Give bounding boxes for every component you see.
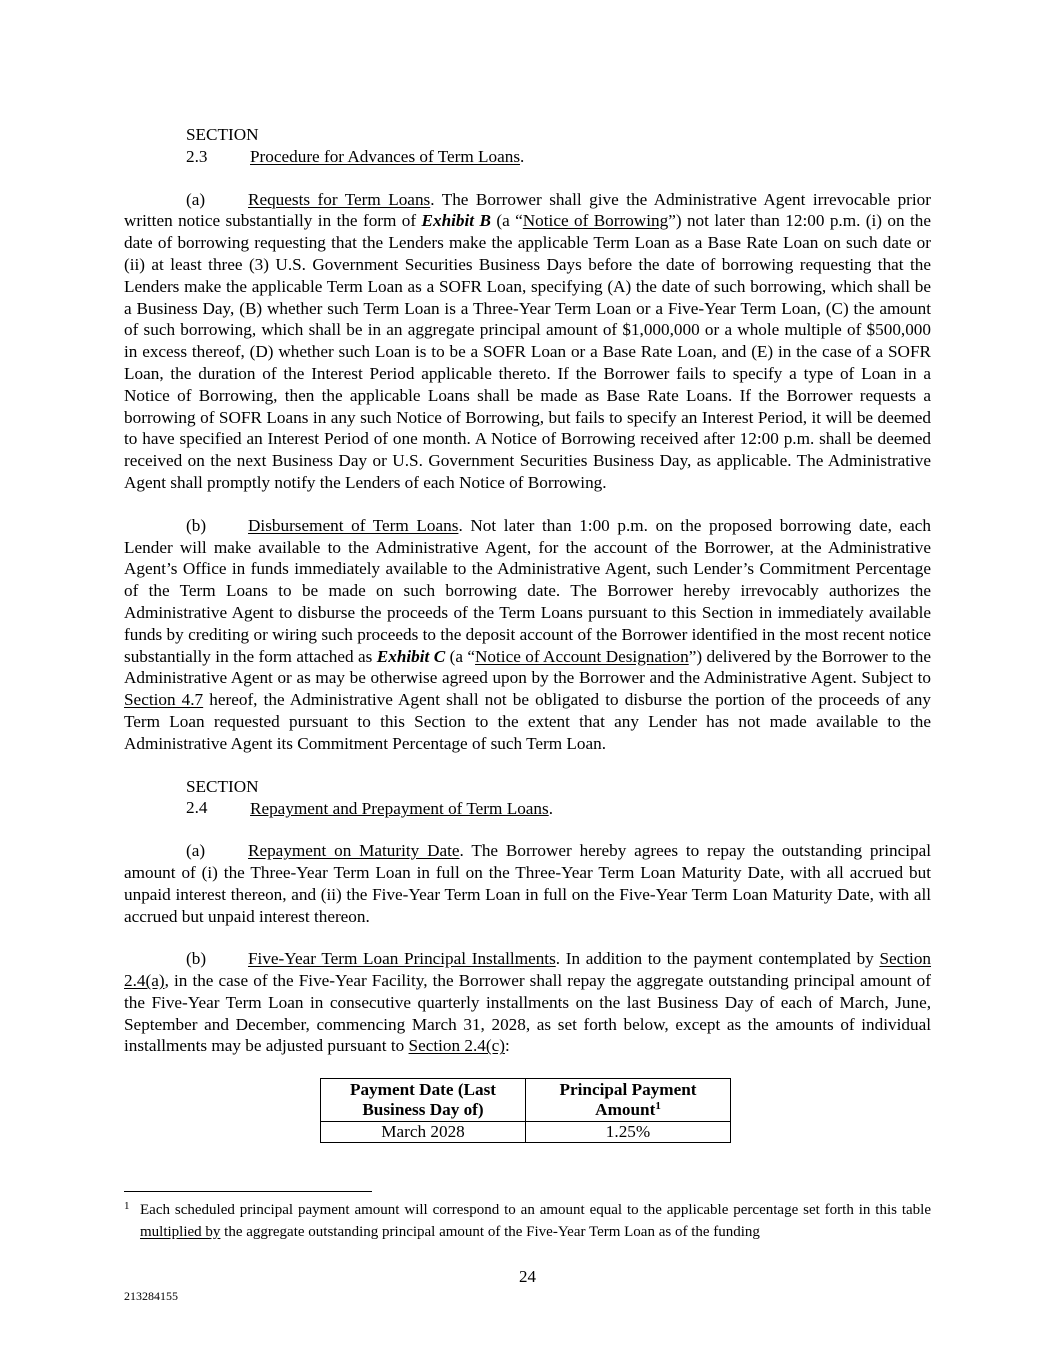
paragraph-heading: Repayment on Maturity Date — [248, 841, 460, 861]
section-reference: Section 2.4(a) — [124, 949, 932, 991]
paragraph-label: (b) — [186, 949, 207, 969]
section-number: SECTION 2.3 — [186, 125, 259, 166]
section-number: SECTION 2.4 — [186, 776, 259, 818]
page-number: 24 — [519, 1267, 536, 1286]
paragraph-label: (a) — [186, 189, 206, 209]
footnote-mark: 1 — [124, 1200, 130, 1212]
section-title: Repayment and Prepayment of Term Loans — [250, 798, 549, 818]
section-reference: Section 4.7 — [124, 690, 204, 710]
table-row — [321, 1122, 731, 1143]
exhibit-reference: Exhibit C — [376, 646, 446, 666]
payment-date-cell: March 2028 — [321, 1122, 526, 1143]
payment-amount-cell: 1.25% — [526, 1122, 731, 1143]
footnote-reference: 1 — [655, 1100, 661, 1113]
table-header-row — [321, 1079, 731, 1122]
section-2-3-heading: SECTION 2.3 Procedure for Advances of Term Loans. — [186, 125, 525, 166]
paragraph-principal-installments: (b) Five-Year Term Loan Principal Installments. In addition to the payment contemplated by Section 2.4(a), in the case of the Five-Year Facility, the Borrower shall repay the aggregate outstanding principal amount of the Five-Year Term Loan in consecutive quarterly installments on the last Business Day of each of March, June, September and December, commencing March 31, 2028, as set forth below, except as the amounts of individual installments may be adjusted pursuant to Section 2.4(c): — [124, 949, 932, 1056]
exhibit-reference: Exhibit B — [421, 211, 491, 231]
paragraph-heading: Five-Year Term Loan Principal Installments — [248, 949, 556, 969]
column-header-principal-payment: Principal Payment Amount$^1$ — [526, 1079, 731, 1122]
defined-term: Notice of Borrowing — [522, 211, 669, 231]
paragraph-label: (b) — [186, 515, 207, 535]
paragraph-label: (a) — [186, 841, 206, 861]
defined-term: Notice of Account Designation — [475, 646, 689, 666]
footnote-emphasis: multiplied by — [140, 1224, 221, 1240]
section-title: Procedure for Advances of Term Loans — [250, 146, 521, 166]
footnote: 1 Each scheduled principal payment amount will correspond to an amount equal to the applicable percentage set forth in this table multiplied by the aggregate outstanding principal amount of the Five-Year Term Loan as of the funding — [124, 1200, 931, 1240]
footnote-separator — [124, 1191, 372, 1192]
section-2-4-heading: SECTION 2.4 Repayment and Prepayment of Term Loans. — [186, 776, 553, 818]
paragraph-requests-for-term-loans: (a) Requests for Term Loans. The Borrower shall give the Administrative Agent irrevocable prior written notice substantially in the form of Exhibit B (a “Notice of Borrowing”) not later than 12:00 p.m. (i) on the date of borrowing requesting that the Lenders make the applicable Term Loan as a Base Rate Loan on such date or (ii) at least three (3) U.S. Government Securities Business Days before the date of borrowing requesting that the Lenders make the applicable Term Loan as a SOFR Loan, specifying (A) the date of such borrowing, which shall be a Business Day, (B) whether such Term Loan is a Three-Year Term Loan or a Five-Year Term Loan, (C) the amount of such borrowing, which shall be in an aggregate principal amount of $1,000,000 or a whole multiple of $500,000 in excess thereof, (D) whether such Loan is to be a SOFR Loan or a Base Rate Loan, and (E) in the case of a SOFR Loan, the duration of the Interest Period applicable thereto. If the Borrower fails to specify a type of Loan in a Notice of Borrowing, then the applicable Loans shall be made as Base Rate Loans. If the Borrower requests a borrowing of SOFR Loans in any such Notice of Borrowing, but fails to specify an Interest Period, it will be deemed to have specified an Interest Period of one month. A Notice of Borrowing received after 12:00 p.m. shall be deemed received on the next Business Day or U.S. Government Securities Business Day, as applicable. The Administrative Agent shall promptly notify the Lenders of each Notice of Borrowing. — [124, 189, 932, 492]
paragraph-disbursement-of-term-loans: (b) Disbursement of Term Loans. Not later than 1:00 p.m. on the proposed borrowing date, each Lender will make available to the Administrative Agent, for the account of the Borrower, at the Administrative Agent’s Office in funds immediately available to the Administrative Agent, such Lender’s Commitment Percentage of the Term Loans to be made on such borrowing date. The Borrower hereby irrevocably authorizes the Administrative Agent to disburse the proceeds of the Term Loans pursuant to this Section in immediately available funds by crediting or wiring such proceeds to the deposit account of the Borrower identified in the most recent notice substantially in the form attached as Exhibit C (a “Notice of Account Designation”) delivered by the Borrower to the Administrative Agent or as may be otherwise agreed upon by the Borrower and the Administrative Agent. Subject to Section 4.7 hereof, the Administrative Agent shall not be obligated to disburse the portion of the proceeds of any Term Loan requested pursuant to this Section to the extent that any Lender has not made available to the Administrative Agent its Commitment Percentage of such Term Loan. — [124, 515, 931, 753]
column-header-payment-date: Payment Date (Last Business Day of) — [321, 1079, 526, 1122]
section-reference: Section 2.4(c) — [408, 1036, 505, 1056]
paragraph-repayment-on-maturity-date: (a) Repayment on Maturity Date. The Borrower hereby agrees to repay the outstanding principal amount of (i) the Three-Year Term Loan in full on the Three-Year Term Loan Maturity Date, with all accrued but unpaid interest thereon, and (ii) the Five-Year Term Loan in full on the Five-Year Term Loan Maturity Date, with all accrued but unpaid interest thereon. — [124, 841, 931, 926]
document-page — [124, 124, 931, 1143]
paragraph-heading: Requests for Term Loans — [248, 189, 431, 209]
installment-schedule-table — [320, 1078, 731, 1143]
paragraph-heading: Disbursement of Term Loans — [248, 515, 459, 535]
document-id: 213284155 — [124, 1289, 178, 1303]
